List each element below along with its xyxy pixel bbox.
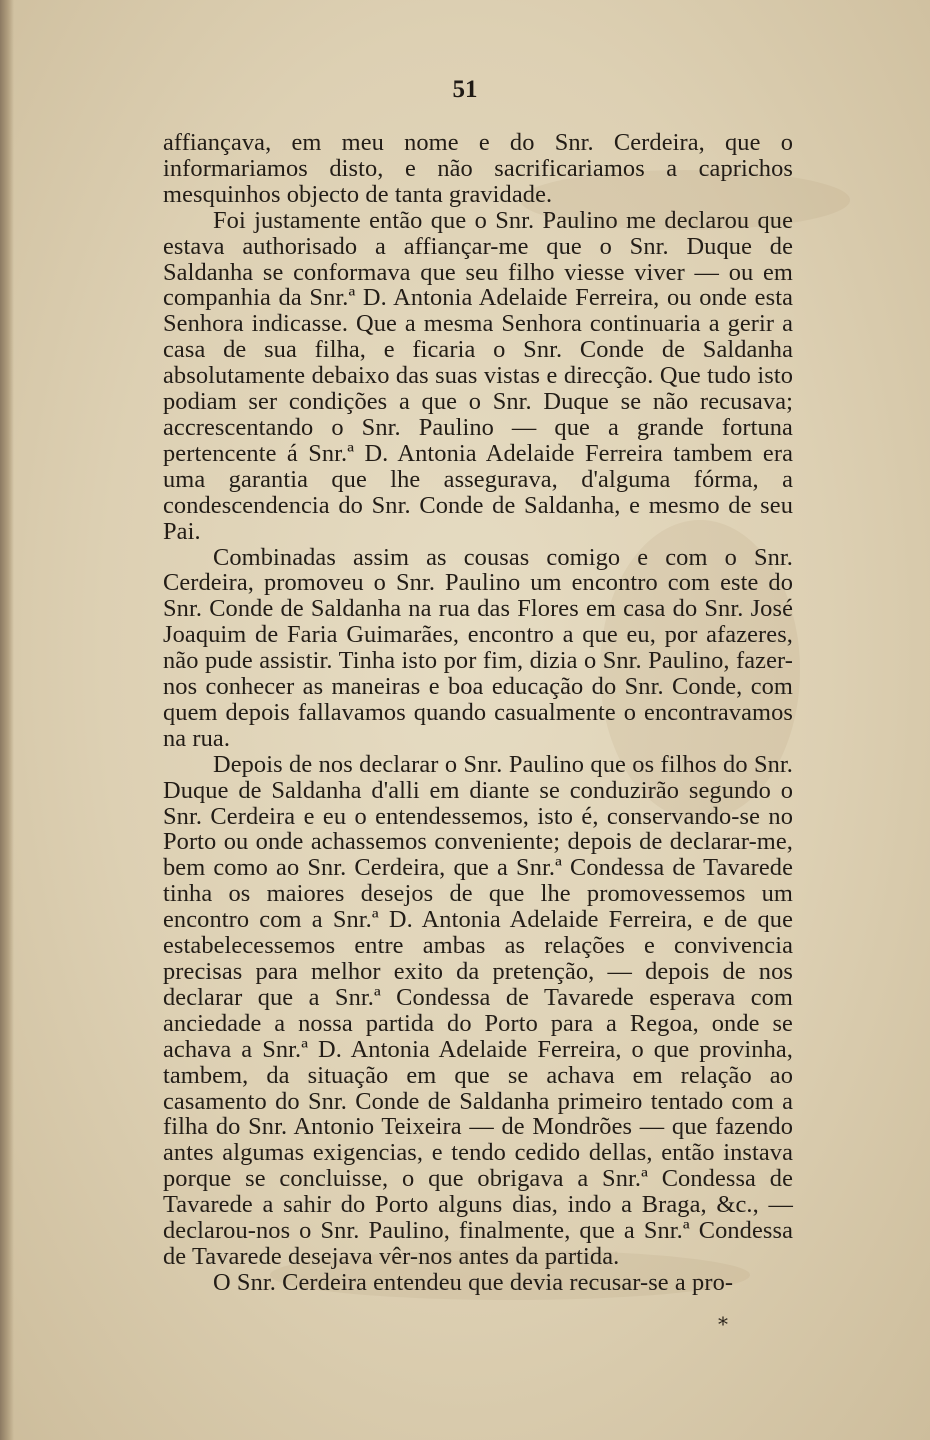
- page-number: 51: [452, 76, 478, 103]
- signature-mark: *: [718, 1312, 728, 1336]
- paragraph: Combinadas assim as cousas comigo e com o Snr. Cerdeira, promoveu o Snr. Paulino um encontro com este do Snr. Conde de Saldanha na rua das Flores em casa do Snr. José Joaquim de Faria Guimarães, encontro a que eu, por afazeres, não pude assistir. Tinha isto por fim, dizia o Snr. Paulino, fazer-nos conhecer as maneiras e boa educação do Snr. Conde, com quem depois fallavamos quando casualmente o encontravamos na rua.: [163, 543, 793, 752]
- paragraph: Depois de nos declarar o Snr. Paulino que os filhos do Snr. Duque de Saldanha d'alli em diante se conduzirão segundo o Snr. Cerdeira e eu o entendessemos, isto é, conservando-se no Porto ou onde achassemos conveniente; depois de declarar-me, bem como ao Snr. Cerdeira, que a Snr.ª Condessa de Tavarede tinha os maiores desejos de que lhe promovessemos um encontro com a Snr.ª D. Antonia Adelaide Ferreira, e de que estabelecessemos entre ambas as relações e convivencia precisas para melhor exito da pretenção, — depois de nos declarar que a Snr.ª Condessa de Tavarede esperava com anciedade a nossa partida do Porto para a Regoa, onde se achava a Snr.ª D. Antonia Adelaide Ferreira, o que provinha, tambem, da situação em que se achava em relação ao casamento do Snr. Conde de Saldanha primeiro tentado com a filha do Snr. Antonio Teixeira — de Mondrões — que fazendo antes algumas exigencias, e tendo cedido dellas, então instava porque se concluisse, o que obrigava a Snr.ª Condessa de Tavarede a sahir do Porto alguns dias, indo a Braga, &c., — declarou-nos o Snr. Paulino, finalmente, que a Snr.ª Condessa de Tavarede desejava vêr-nos antes da partida.: [163, 750, 793, 1270]
- paragraph: affiançava, em meu nome e do Snr. Cerdeira, que o informariamos disto, e não sacrificariamos a caprichos mesquinhos objecto de tanta gravidade.: [163, 129, 793, 208]
- body-text: [163, 130, 793, 1296]
- paragraph: O Snr. Cerdeira entendeu que devia recusar-se a pro-: [213, 1268, 734, 1296]
- paragraph: Foi justamente então que o Snr. Paulino me declarou que estava authorisado a affiançar-me que o Snr. Duque de Saldanha se conformava que seu filho viesse viver — ou em companhia da Snr.ª D. Antonia Adelaide Ferreira, ou onde esta Senhora indicasse. Que a mesma Senhora continuaria a gerir a casa de sua filha, e ficaria o Snr. Conde de Saldanha absolutamente debaixo das suas vistas e direcção. Que tudo isto podiam ser condições a que o Snr. Duque se não recusava; accrescentando o Snr. Paulino — que a grande fortuna pertencente á Snr.ª D. Antonia Adelaide Ferreira tambem era uma garantia que lhe assegurava, d'alguma fórma, a condescendencia do Snr. Conde de Saldanha, e mesmo de seu Pai.: [163, 206, 793, 545]
- page-spine-edge: [0, 0, 14, 1440]
